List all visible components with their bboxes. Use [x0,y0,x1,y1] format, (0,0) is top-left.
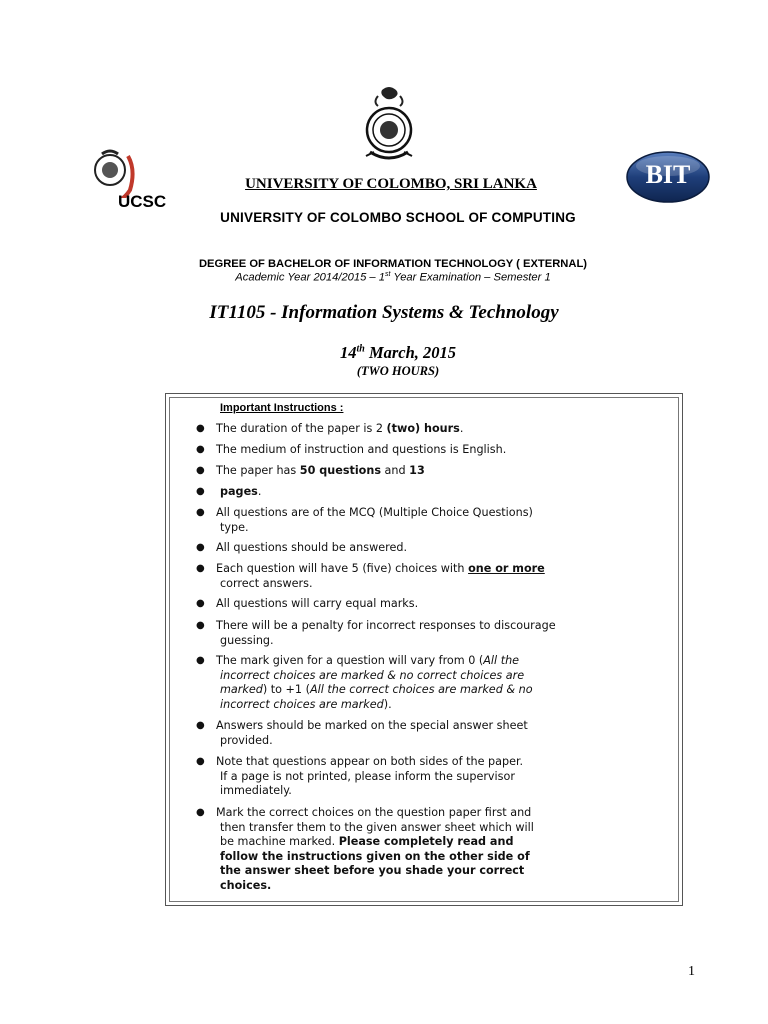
instruction-text: The duration of the paper is 2 [216,422,387,435]
bullet-icon: ● [196,465,205,476]
ucsc-logo-text: UCSC [118,192,167,211]
academic-year-sup: st [385,271,391,278]
bullet-icon: ● [196,444,205,455]
bullet-icon: ● [196,807,205,818]
instruction-text: Mark the correct choices on the question paper first and [216,806,532,819]
date-sup: th [356,343,365,355]
instruction-text: provided. [220,733,273,747]
instruction-italic: All the [483,654,520,667]
instruction-italic: incorrect choices are marked & no correct choices are [220,668,525,682]
bullet-icon: ● [196,542,205,553]
exam-duration: (TWO HOURS) [356,364,440,378]
instruction-italic: incorrect choices are marked [220,697,384,711]
instruction-text: The mark given for a question will vary from 0 ( [216,654,484,667]
instruction-bold: pages [220,485,258,498]
instruction-text: immediately. [220,784,292,798]
instruction-underlined: one or more [468,562,545,575]
bit-logo-text: BIT [645,160,691,189]
bullet-icon: ● [196,655,205,666]
instruction-text: If a page is not printed, please inform the supervisor [220,769,515,783]
bullet-icon: ● [196,486,205,497]
instructions-title: Important Instructions : [220,402,344,414]
course-title: IT1105 - Information Systems & Technology [209,302,559,323]
instruction-text: type. [220,520,249,534]
instruction-bold: Please completely read and [338,835,514,849]
instruction-italic: marked [220,683,263,697]
instruction-text: Each question will have 5 (five) choices with [216,562,469,575]
bullet-icon: ● [196,756,205,767]
bullet-icon: ● [196,507,205,518]
instruction-text: The paper has [216,464,300,477]
bullet-icon: ● [196,720,205,731]
page-number: 1 [688,964,695,979]
instruction-text: guessing. [220,633,274,647]
instruction-italic: All the correct choices are marked & no [309,683,533,697]
university-crest-logo [360,86,418,170]
instruction-text: All questions should be answered. [216,541,408,554]
instruction-bold: choices. [220,878,272,892]
date-rest: March, 2015 [364,343,457,362]
instruction-text: Note that questions appear on both sides of the paper. [216,755,524,768]
academic-year [0,271,768,284]
instruction-text: The medium of instruction and questions is English. [216,443,507,456]
degree-title: DEGREE OF BACHELOR OF INFORMATION TECHNOLOGY ( EXTERNAL) [198,258,588,270]
bullet-icon: ● [196,423,205,434]
university-name: UNIVERSITY OF COLOMBO, SRI LANKA [245,176,537,192]
instruction-text: . [459,422,464,435]
instruction-text: All questions will carry equal marks. [216,597,419,610]
academic-year-prefix: Academic Year 2014/2015 – 1 [235,271,385,284]
instruction-bold: 50 questions [299,464,381,477]
instruction-text: and [380,464,410,477]
instruction-text: . [257,485,262,498]
instruction-text: All questions are of the MCQ (Multiple Choice Questions) [216,506,533,519]
exam-date [0,343,768,363]
instruction-bold: (two) hours [386,422,460,435]
instruction-bold: follow the instructions given on the other side of [220,849,530,863]
school-name: UNIVERSITY OF COLOMBO SCHOOL OF COMPUTING [220,210,576,225]
instruction-text: then transfer them to the given answer sheet which will [220,820,534,834]
instruction-text: ). [383,697,392,711]
instruction-bold: the answer sheet before you shade your correct [220,864,525,878]
instruction-text: Answers should be marked on the special answer sheet [216,719,528,732]
instruction-text: ) to +1 ( [262,683,310,697]
instruction-text: correct answers. [220,576,313,590]
date-day: 14 [339,343,357,362]
bullet-icon: ● [196,598,205,609]
instruction-text: be machine marked. [220,835,339,849]
bullet-icon: ● [196,620,205,631]
instruction-text: There will be a penalty for incorrect responses to discourage [216,619,556,632]
instruction-bold: 13 [409,464,425,477]
academic-year-suffix: Year Examination – Semester 1 [390,271,551,284]
bullet-icon: ● [196,563,205,574]
